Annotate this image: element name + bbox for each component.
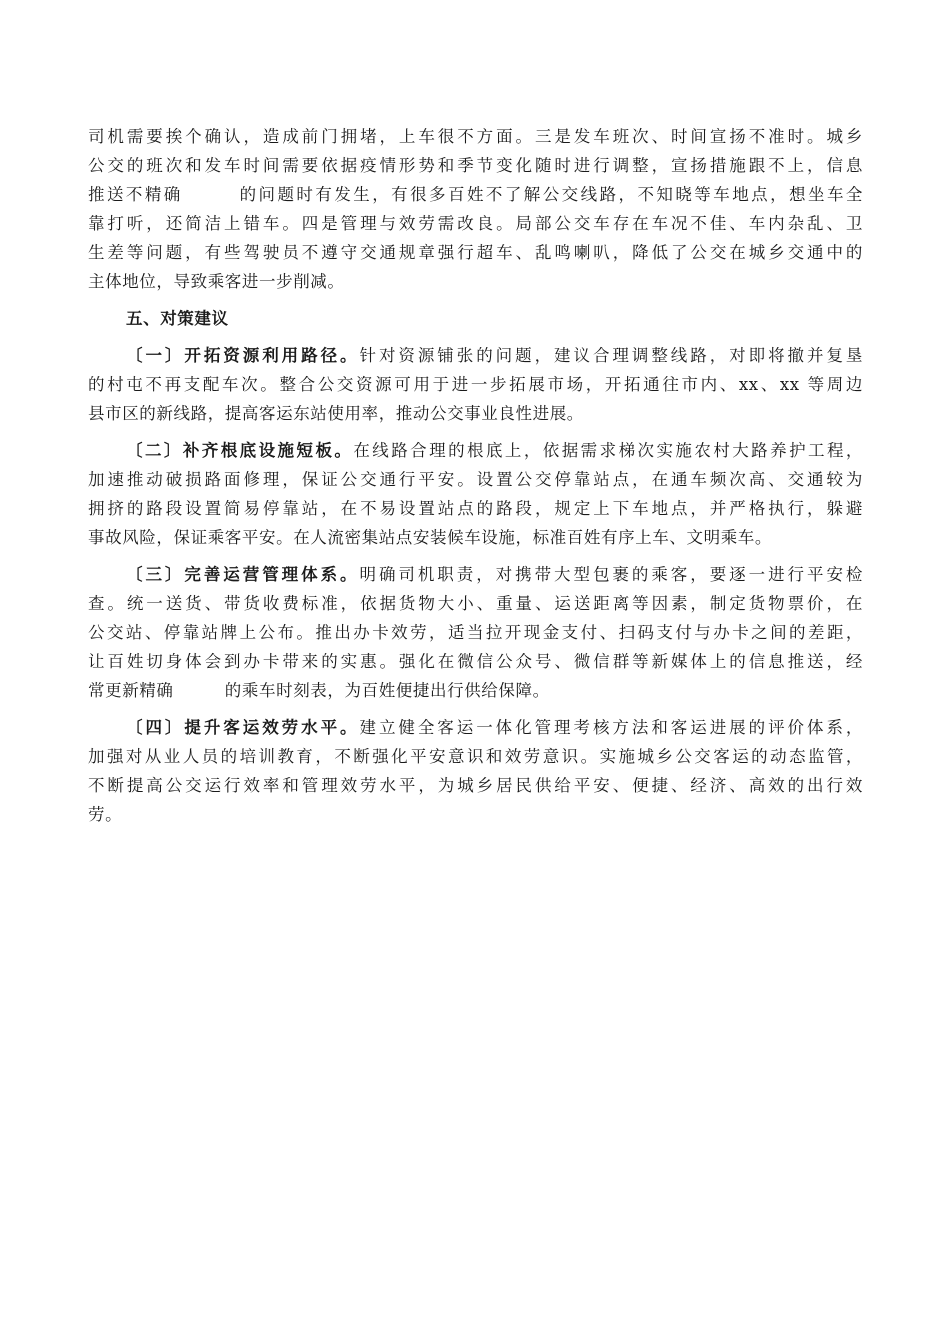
paragraph-item-4 xyxy=(88,713,863,829)
text-line: 司机需要挨个确认，造成前门拥堵，上车很不方面。三是发车班次、时间宣扬不准时。城乡 xyxy=(88,127,863,146)
paragraph-lead: 〔三〕完善运营管理体系。 xyxy=(126,565,360,584)
paragraph-item-1 xyxy=(88,341,863,428)
paragraph-text: 在线路合理的根底上，依据需求梯次实施农村大路养护工程， xyxy=(353,441,864,460)
paragraph-lead: 〔四〕提升客运效劳水平。 xyxy=(126,718,360,737)
paragraph-lead: 〔二〕补齐根底设施短板。 xyxy=(126,441,354,460)
paragraph-item-3 xyxy=(88,560,863,705)
text-line: 公交站、停靠站牌上公布。推出办卡效劳，适当拉开现金支付、扫码支付与办卡之间的差距， xyxy=(88,623,863,642)
text-line: 主体地位，导致乘客进一步削减。 xyxy=(88,272,345,291)
text-line: 靠打听，还简洁上错车。四是管理与效劳需改良。局部公交车存在车况不佳、车内杂乱、卫 xyxy=(88,214,863,233)
text-line: 加强对从业人员的培训教育，不断强化平安意识和效劳意识。实施城乡公交客运的动态监管， xyxy=(88,747,863,766)
paragraph-first-line xyxy=(88,341,863,370)
paragraph-text: 针对资源铺张的问题，建议合理调整线路，对即将撤并复垦 xyxy=(359,346,863,365)
paragraph-lead: 〔一〕开拓资源利用路径。 xyxy=(126,346,360,365)
paragraph-text: 建立健全客运一体化管理考核方法和客运进展的评价体系， xyxy=(359,718,863,737)
text-line: 查。统一送货、带货收费标准，依据货物大小、重量、运送距离等因素，制定货物票价，在 xyxy=(88,594,863,613)
document-page xyxy=(88,122,863,829)
section-heading: 五、对策建议 xyxy=(126,309,229,328)
text-line: 不断提高公交运行效率和管理效劳水平，为城乡居民供给平安、便捷、经济、高效的出行效 xyxy=(88,776,863,795)
text-line: 事故风险，保证乘客平安。在人流密集站点安装候车设施，标准百姓有序上车、文明乘车。 xyxy=(88,528,772,547)
paragraph-text: 明确司机职责，对携带大型包裹的乘客，要逐一进行平安检 xyxy=(359,565,863,584)
text-line: 公交的班次和发车时间需要依据疫情形势和季节变化随时进行调整，宣扬措施跟不上，信息 xyxy=(88,156,863,175)
paragraph-first-line xyxy=(88,713,863,742)
text-line: 常更新精确 的乘车时刻表，为百姓便捷出行供给保障。 xyxy=(88,681,550,700)
text-line: 拥挤的路段设置简易停靠站，在不易设置站点的路段，规定上下车地点，并严格执行，躲避 xyxy=(88,499,863,518)
carryover-paragraph xyxy=(88,122,863,296)
text-line: 劳。 xyxy=(88,805,123,824)
text-line: 生差等问题，有些驾驶员不遵守交通规章强行超车、乱鸣喇叭，降低了公交在城乡交通中的 xyxy=(88,243,863,262)
text-line: 加速推动破损路面修理，保证公交通行平安。设置公交停靠站点，在通车频次高、交通较为 xyxy=(88,470,863,489)
text-line: 的村屯不再支配车次。整合公交资源可用于进一步拓展市场，开拓通往市内、xx、xx 等周边 xyxy=(88,375,863,394)
text-line: 推送不精确 的问题时有发生，有很多百姓不了解公交线路，不知晓等车地点，想坐车全 xyxy=(88,185,863,204)
text-line: 让百姓切身体会到办卡带来的实惠。强化在微信公众号、微信群等新媒体上的信息推送，经 xyxy=(88,652,863,671)
text-line: 县市区的新线路，提高客运东站使用率，推动公交事业良性进展。 xyxy=(88,404,584,423)
paragraph-item-2 xyxy=(88,436,863,552)
paragraph-first-line xyxy=(88,436,863,465)
paragraph-first-line xyxy=(88,560,863,589)
